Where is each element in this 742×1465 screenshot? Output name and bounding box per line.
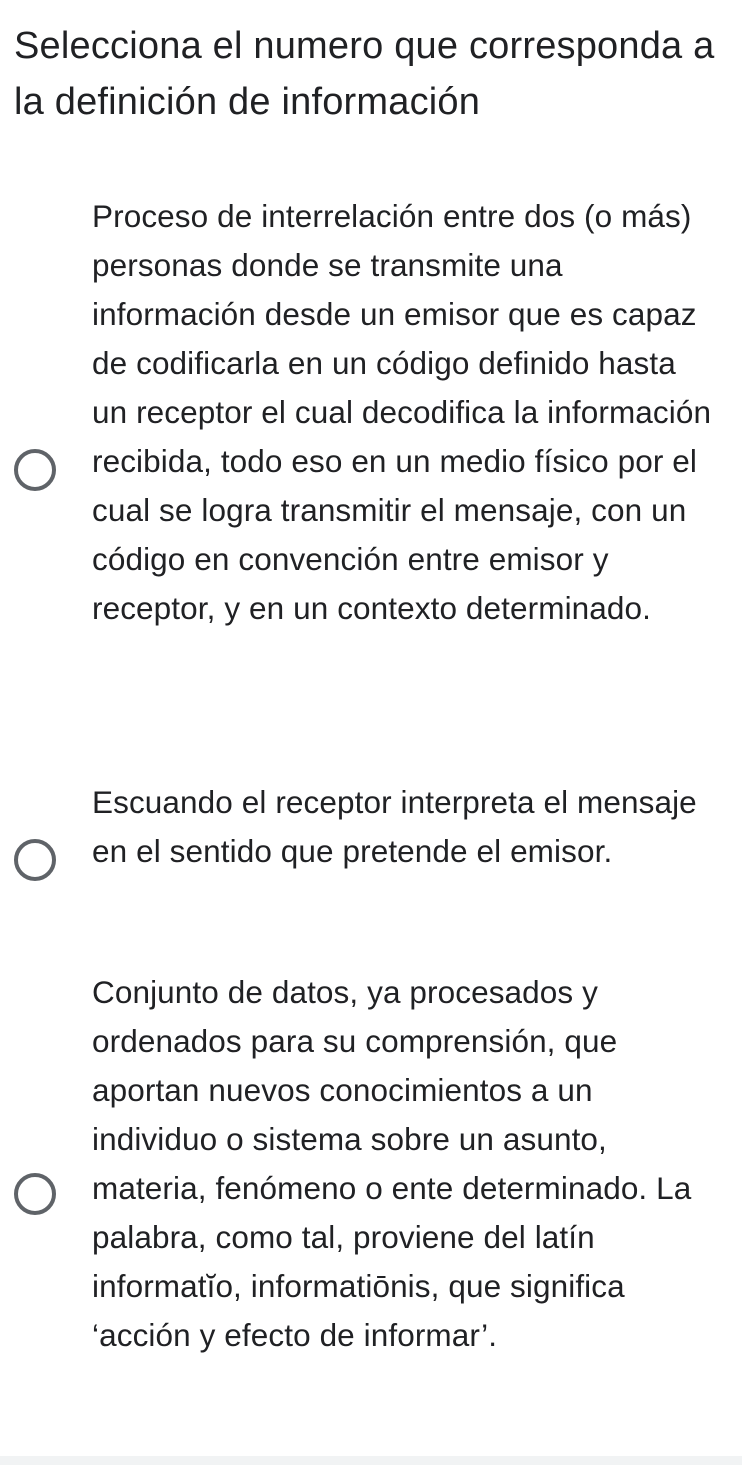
option-label[interactable]: Conjunto de datos, ya procesados y ordenados para su comprensión, que aportan nuevos conocimientos a un individuo o sistema sobre un asunto, materia, fenómeno o ente determinado. La palabra, como tal, proviene del latín informatĭo, informatiōnis, que significa ‘acción y efecto de informar’. <box>92 974 692 1353</box>
option-label[interactable]: Proceso de interrelación entre dos (o más) personas donde se transmite una información desde un emisor que es capaz de codificarla en un código definido hasta un receptor el cual decodifica la información recibida, todo eso en un medio físico por el cual se logra transmitir el mensaje, con un código en convención entre emisor y receptor, y en un contexto determinado. <box>92 198 712 626</box>
radio-option-3[interactable] <box>0 968 742 1413</box>
radio-button-icon[interactable] <box>14 1173 56 1215</box>
radio-button-icon[interactable] <box>14 839 56 881</box>
radio-option-2[interactable] <box>0 778 742 928</box>
bottom-divider <box>0 1456 742 1465</box>
radio-option-1[interactable] <box>0 192 742 732</box>
option-label[interactable]: Escuando el receptor interpreta el mensaje en el sentido que pretende el emisor. <box>92 784 697 869</box>
radio-button-icon[interactable] <box>14 449 56 491</box>
question-title: Selecciona el numero que corresponda a la definición de información <box>14 25 715 123</box>
